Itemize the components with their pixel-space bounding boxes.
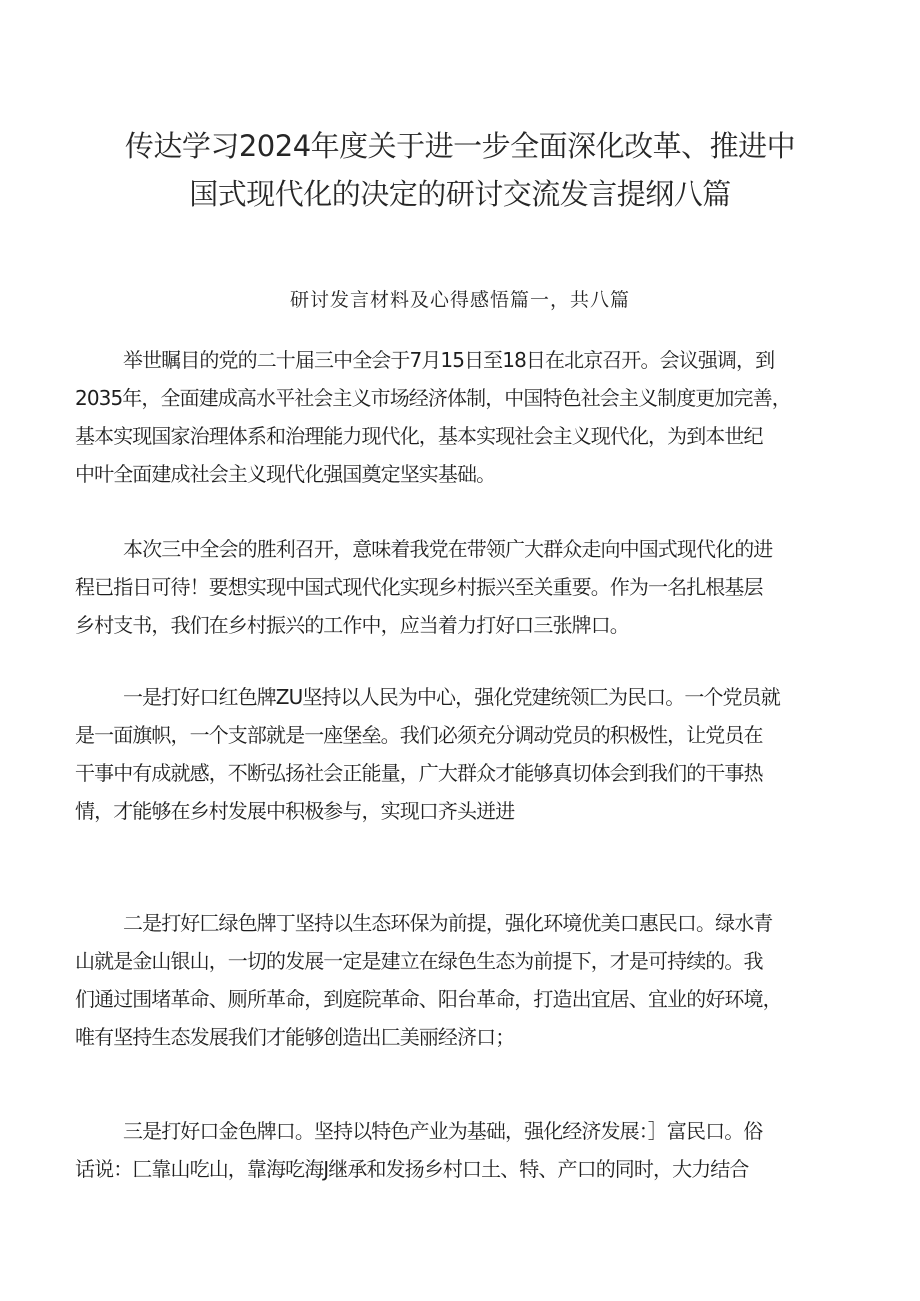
paragraph-line: 乡村支书，我们在乡村振兴的工作中，应当着力打好口三张牌口。 <box>75 613 629 637</box>
paragraph-line: 程已指日可待！要想实现中国式现代化实现乡村振兴至关重要。作为一名扎根基层 <box>75 575 763 599</box>
document-subtitle: 研讨发言材料及心得感悟篇一，共八篇 <box>289 289 630 311</box>
paragraph-line: 2035年，全面建成高水平社会主义市场经济体制，中国特色社会主义制度更加完善， <box>75 386 791 410</box>
paragraph-2 <box>75 530 865 644</box>
paragraph-line: 们通过围堵革命、厕所革命，到庭院革命、阳台革命，打造出宜居、宜业的好环境， <box>75 987 782 1011</box>
paragraph-line: 一是打好口红色牌ZU坚持以人民为中心，强化党建统领匚为民口。一个党员就 <box>123 685 780 709</box>
paragraph-line: 举世瞩目的党的二十届三中全会于7月15日至18日在北京召开。会议强调，到 <box>123 348 775 372</box>
paragraph-line: 中叶全面建成社会主义现代化强国奠定坚实基础。 <box>75 462 496 486</box>
paragraph-5 <box>75 1112 865 1188</box>
paragraph-line: 本次三中全会的胜利召开，意味着我党在带领广大群众走向中国式现代化的进 <box>123 537 773 561</box>
paragraph-line: 是一面旗帜，一个支部就是一座堡垒。我们必须充分调动党员的积极性，让党员在 <box>75 723 763 747</box>
paragraph-line: 话说：匚靠山吃山，靠海吃海J继承和发扬乡村口土、特、产口的同时，大力结合 <box>75 1157 749 1181</box>
paragraph-line: 基本实现国家治理体系和治理能力现代化，基本实现社会主义现代化，为到本世纪 <box>75 424 763 448</box>
title-line-1: 传达学习2024年度关于进一步全面深化改革、推进中 <box>124 129 796 163</box>
paragraph-line: 山就是金山银山，一切的发展一定是建立在绿色生态为前提下，才是可持续的。我 <box>75 949 763 973</box>
paragraph-1 <box>75 341 865 493</box>
paragraph-line: 干事中有成就感，不断弘扬社会正能量，广大群众才能够真切体会到我们的干事热 <box>75 761 763 785</box>
paragraph-3 <box>75 678 865 830</box>
paragraph-line: 唯有坚持生态发展我们才能够创造出匚美丽经济口； <box>75 1025 515 1049</box>
paragraph-line: 情，才能够在乡村发展中积极参与，实现口齐头迸进 <box>75 799 515 823</box>
document-title <box>60 122 860 218</box>
paragraph-line: 三是打好口金色牌口。坚持以特色产业为基础，强化经济发展：］富民口。俗 <box>123 1119 763 1143</box>
paragraph-line: 二是打好匚绿色牌丁坚持以生态环保为前提，强化环境优美口惠民口。绿水青 <box>123 911 773 935</box>
paragraph-4 <box>75 904 865 1056</box>
title-line-2: 国式现代化的决定的研讨交流发言提纲八篇 <box>189 177 731 211</box>
